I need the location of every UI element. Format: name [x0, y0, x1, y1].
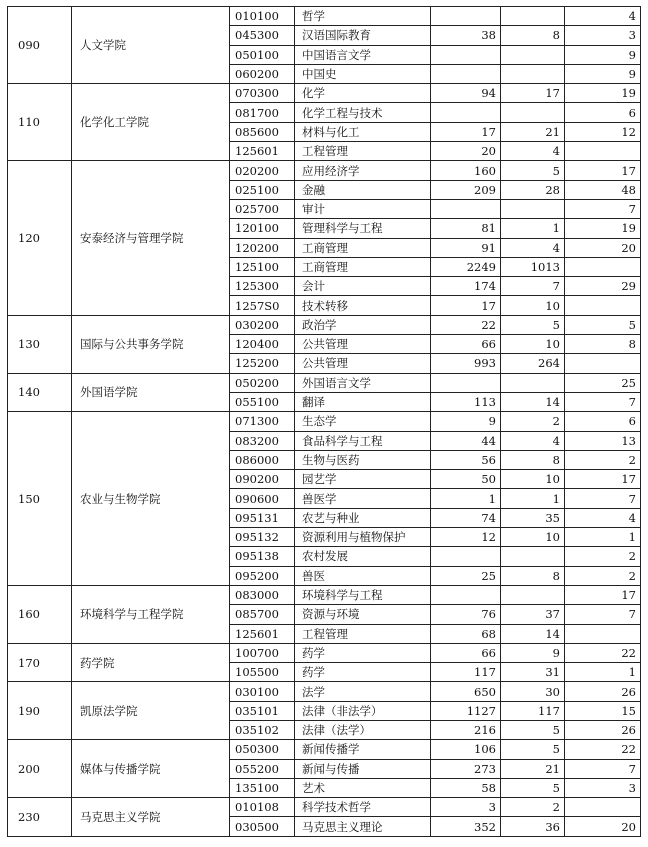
major-name: 农村发展	[295, 547, 431, 566]
count-c	[565, 624, 641, 643]
count-a: 993	[431, 354, 501, 373]
count-b: 21	[501, 122, 565, 141]
count-b	[501, 199, 565, 218]
department-code: 150	[8, 412, 72, 586]
count-c: 9	[565, 45, 641, 64]
count-a: 160	[431, 161, 501, 180]
major-code: 120100	[230, 219, 295, 238]
count-a	[431, 103, 501, 122]
admissions-table	[7, 6, 641, 837]
department-code: 170	[8, 643, 72, 682]
count-b: 117	[501, 701, 565, 720]
major-name: 兽医学	[295, 489, 431, 508]
count-b: 1013	[501, 257, 565, 276]
major-code: 120400	[230, 335, 295, 354]
major-name: 法学	[295, 682, 431, 701]
count-a: 3	[431, 798, 501, 817]
department-name: 媒体与传播学院	[72, 740, 230, 798]
count-b: 30	[501, 682, 565, 701]
major-name: 技术转移	[295, 296, 431, 315]
count-a: 50	[431, 470, 501, 489]
major-code: 055100	[230, 392, 295, 411]
count-a: 352	[431, 817, 501, 836]
count-a: 66	[431, 335, 501, 354]
table-row	[8, 412, 641, 431]
major-code: 050300	[230, 740, 295, 759]
table-body	[8, 7, 641, 837]
major-name: 环境科学与工程	[295, 585, 431, 604]
major-code: 045300	[230, 26, 295, 45]
major-code: 071300	[230, 412, 295, 431]
major-code: 090200	[230, 470, 295, 489]
count-b: 4	[501, 431, 565, 450]
count-c: 29	[565, 277, 641, 296]
major-name: 会计	[295, 277, 431, 296]
count-c: 8	[565, 335, 641, 354]
count-c: 25	[565, 373, 641, 392]
major-code: 085700	[230, 605, 295, 624]
major-name: 艺术	[295, 778, 431, 797]
count-c: 12	[565, 122, 641, 141]
department-name: 马克思主义学院	[72, 798, 230, 837]
count-c: 20	[565, 238, 641, 257]
count-a	[431, 547, 501, 566]
major-code: 125200	[230, 354, 295, 373]
major-code: 035101	[230, 701, 295, 720]
department-name: 凯原法学院	[72, 682, 230, 740]
major-code: 105500	[230, 663, 295, 682]
count-c: 7	[565, 489, 641, 508]
major-code: 095200	[230, 566, 295, 585]
department-name: 化学化工学院	[72, 84, 230, 161]
department-name: 外国语学院	[72, 373, 230, 412]
major-name: 金融	[295, 180, 431, 199]
count-b	[501, 547, 565, 566]
count-a	[431, 199, 501, 218]
count-c: 2	[565, 566, 641, 585]
department-name: 安泰经济与管理学院	[72, 161, 230, 315]
count-a: 58	[431, 778, 501, 797]
major-name: 政治学	[295, 315, 431, 334]
major-code: 030100	[230, 682, 295, 701]
count-a: 56	[431, 450, 501, 469]
major-code: 125100	[230, 257, 295, 276]
count-b: 4	[501, 142, 565, 161]
major-name: 应用经济学	[295, 161, 431, 180]
major-code: 083000	[230, 585, 295, 604]
count-c: 7	[565, 392, 641, 411]
major-name: 科学技术哲学	[295, 798, 431, 817]
count-b: 31	[501, 663, 565, 682]
count-a: 650	[431, 682, 501, 701]
table-row	[8, 161, 641, 180]
count-a: 94	[431, 84, 501, 103]
count-a	[431, 64, 501, 83]
count-b: 21	[501, 759, 565, 778]
major-name: 法律（法学）	[295, 720, 431, 739]
major-name: 新闻传播学	[295, 740, 431, 759]
count-a: 22	[431, 315, 501, 334]
count-b	[501, 64, 565, 83]
major-name: 马克思主义理论	[295, 817, 431, 836]
count-b: 5	[501, 778, 565, 797]
count-b: 9	[501, 643, 565, 662]
count-c: 20	[565, 817, 641, 836]
count-c: 17	[565, 161, 641, 180]
major-code: 070300	[230, 84, 295, 103]
count-b: 264	[501, 354, 565, 373]
count-a: 66	[431, 643, 501, 662]
count-a	[431, 7, 501, 26]
major-code: 025700	[230, 199, 295, 218]
table-row	[8, 643, 641, 662]
major-code: 085600	[230, 122, 295, 141]
count-c	[565, 257, 641, 276]
major-name: 化学	[295, 84, 431, 103]
count-a: 76	[431, 605, 501, 624]
count-a: 106	[431, 740, 501, 759]
count-a: 12	[431, 528, 501, 547]
major-name: 材料与化工	[295, 122, 431, 141]
major-code: 095132	[230, 528, 295, 547]
table-row	[8, 682, 641, 701]
department-code: 160	[8, 585, 72, 643]
count-c: 3	[565, 778, 641, 797]
major-name: 药学	[295, 663, 431, 682]
count-b	[501, 7, 565, 26]
major-code: 020200	[230, 161, 295, 180]
department-code: 110	[8, 84, 72, 161]
department-name: 环境科学与工程学院	[72, 585, 230, 643]
table-row	[8, 7, 641, 26]
major-name: 翻译	[295, 392, 431, 411]
count-a	[431, 373, 501, 392]
table-row	[8, 373, 641, 392]
department-name: 农业与生物学院	[72, 412, 230, 586]
major-name: 中国语言文学	[295, 45, 431, 64]
count-c: 19	[565, 84, 641, 103]
count-b	[501, 585, 565, 604]
count-c	[565, 296, 641, 315]
count-c: 7	[565, 605, 641, 624]
count-c: 26	[565, 720, 641, 739]
department-code: 090	[8, 7, 72, 84]
major-name: 中国史	[295, 64, 431, 83]
table-row	[8, 740, 641, 759]
major-name: 汉语国际教育	[295, 26, 431, 45]
count-b: 1	[501, 219, 565, 238]
major-code: 125601	[230, 624, 295, 643]
major-name: 哲学	[295, 7, 431, 26]
count-c	[565, 142, 641, 161]
major-name: 药学	[295, 643, 431, 662]
major-code: 125601	[230, 142, 295, 161]
major-code: 060200	[230, 64, 295, 83]
count-c	[565, 354, 641, 373]
major-code: 1257S0	[230, 296, 295, 315]
count-a: 2249	[431, 257, 501, 276]
count-a: 81	[431, 219, 501, 238]
count-b: 10	[501, 528, 565, 547]
count-c: 17	[565, 470, 641, 489]
major-name: 资源与环境	[295, 605, 431, 624]
major-code: 010100	[230, 7, 295, 26]
table-row	[8, 585, 641, 604]
count-c: 6	[565, 103, 641, 122]
count-b: 7	[501, 277, 565, 296]
department-name: 国际与公共事务学院	[72, 315, 230, 373]
major-name: 外国语言文学	[295, 373, 431, 392]
major-name: 资源利用与植物保护	[295, 528, 431, 547]
major-code: 135100	[230, 778, 295, 797]
count-a: 17	[431, 122, 501, 141]
major-code: 010108	[230, 798, 295, 817]
major-code: 090600	[230, 489, 295, 508]
department-name: 人文学院	[72, 7, 230, 84]
major-name: 工程管理	[295, 142, 431, 161]
count-c: 19	[565, 219, 641, 238]
count-a: 20	[431, 142, 501, 161]
major-code: 120200	[230, 238, 295, 257]
major-code: 050100	[230, 45, 295, 64]
count-c: 13	[565, 431, 641, 450]
count-a: 209	[431, 180, 501, 199]
major-code: 083200	[230, 431, 295, 450]
department-code: 190	[8, 682, 72, 740]
major-code: 081700	[230, 103, 295, 122]
count-b: 10	[501, 335, 565, 354]
count-a: 117	[431, 663, 501, 682]
count-b	[501, 103, 565, 122]
count-b: 10	[501, 470, 565, 489]
count-b: 37	[501, 605, 565, 624]
count-b: 5	[501, 161, 565, 180]
count-a: 91	[431, 238, 501, 257]
count-a	[431, 585, 501, 604]
count-a: 1	[431, 489, 501, 508]
count-c: 15	[565, 701, 641, 720]
count-b: 8	[501, 450, 565, 469]
count-b: 2	[501, 798, 565, 817]
major-name: 工商管理	[295, 238, 431, 257]
count-b: 1	[501, 489, 565, 508]
major-name: 新闻与传播	[295, 759, 431, 778]
major-code: 086000	[230, 450, 295, 469]
major-name: 生物与医药	[295, 450, 431, 469]
count-c: 6	[565, 412, 641, 431]
major-name: 法律（非法学）	[295, 701, 431, 720]
count-b: 35	[501, 508, 565, 527]
count-c: 26	[565, 682, 641, 701]
count-a: 68	[431, 624, 501, 643]
count-b: 8	[501, 26, 565, 45]
count-a: 74	[431, 508, 501, 527]
major-code: 095131	[230, 508, 295, 527]
count-a: 216	[431, 720, 501, 739]
count-c: 5	[565, 315, 641, 334]
count-b: 14	[501, 624, 565, 643]
department-code: 130	[8, 315, 72, 373]
major-name: 食品科学与工程	[295, 431, 431, 450]
count-c: 48	[565, 180, 641, 199]
count-b: 28	[501, 180, 565, 199]
count-c: 17	[565, 585, 641, 604]
count-c: 1	[565, 528, 641, 547]
major-name: 化学工程与技术	[295, 103, 431, 122]
table-row	[8, 798, 641, 817]
count-c	[565, 798, 641, 817]
major-name: 农艺与种业	[295, 508, 431, 527]
major-name: 生态学	[295, 412, 431, 431]
count-c: 4	[565, 508, 641, 527]
major-code: 095138	[230, 547, 295, 566]
major-name: 公共管理	[295, 335, 431, 354]
count-b: 36	[501, 817, 565, 836]
count-b: 14	[501, 392, 565, 411]
count-a: 113	[431, 392, 501, 411]
major-code: 030500	[230, 817, 295, 836]
count-b	[501, 373, 565, 392]
major-code: 035102	[230, 720, 295, 739]
department-code: 200	[8, 740, 72, 798]
count-b: 2	[501, 412, 565, 431]
count-b: 5	[501, 740, 565, 759]
count-c: 7	[565, 759, 641, 778]
major-name: 兽医	[295, 566, 431, 585]
table-row	[8, 315, 641, 334]
count-c: 22	[565, 643, 641, 662]
count-c: 1	[565, 663, 641, 682]
major-code: 125300	[230, 277, 295, 296]
major-name: 工商管理	[295, 257, 431, 276]
major-name: 公共管理	[295, 354, 431, 373]
count-b: 5	[501, 720, 565, 739]
count-a: 25	[431, 566, 501, 585]
major-name: 管理科学与工程	[295, 219, 431, 238]
count-c: 2	[565, 547, 641, 566]
major-code: 025100	[230, 180, 295, 199]
count-a: 1127	[431, 701, 501, 720]
count-a: 44	[431, 431, 501, 450]
major-code: 050200	[230, 373, 295, 392]
count-c: 9	[565, 64, 641, 83]
major-code: 055200	[230, 759, 295, 778]
major-name: 工程管理	[295, 624, 431, 643]
count-b: 4	[501, 238, 565, 257]
major-code: 100700	[230, 643, 295, 662]
count-a: 38	[431, 26, 501, 45]
count-c: 3	[565, 26, 641, 45]
count-c: 22	[565, 740, 641, 759]
count-b: 17	[501, 84, 565, 103]
count-a: 174	[431, 277, 501, 296]
major-name: 园艺学	[295, 470, 431, 489]
count-c: 2	[565, 450, 641, 469]
count-a	[431, 45, 501, 64]
count-c: 7	[565, 199, 641, 218]
count-a: 9	[431, 412, 501, 431]
department-name: 药学院	[72, 643, 230, 682]
count-b: 8	[501, 566, 565, 585]
count-a: 273	[431, 759, 501, 778]
count-b	[501, 45, 565, 64]
count-a: 17	[431, 296, 501, 315]
department-code: 230	[8, 798, 72, 837]
major-name: 审计	[295, 199, 431, 218]
count-b: 10	[501, 296, 565, 315]
department-code: 140	[8, 373, 72, 412]
count-c: 4	[565, 7, 641, 26]
major-code: 030200	[230, 315, 295, 334]
department-code: 120	[8, 161, 72, 315]
table-row	[8, 84, 641, 103]
count-b: 5	[501, 315, 565, 334]
